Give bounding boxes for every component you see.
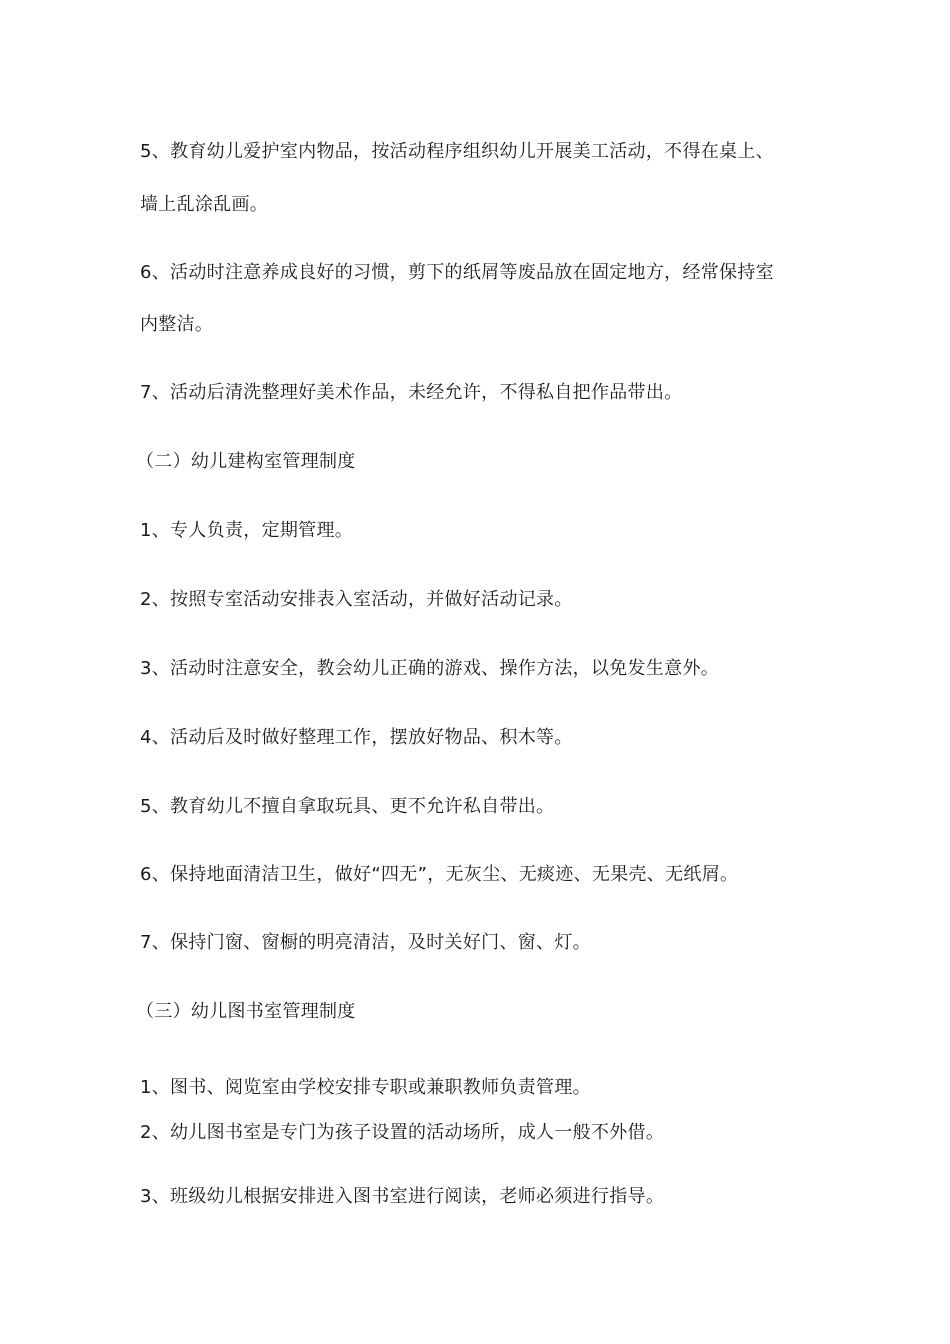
paragraph-construction-rule-5: 5、教育幼儿不擅自拿取玩具、更不允许私自带出。: [140, 796, 555, 817]
section-heading-construction-room: （二）幼儿建构室管理制度: [136, 451, 356, 472]
paragraph-library-rule-1: 1、图书、阅览室由学校安排专职或兼职教师负责管理。: [140, 1077, 591, 1098]
paragraph-art-rule-5-line-2: 墙上乱涂乱画。: [140, 194, 269, 215]
paragraph-library-rule-2: 2、幼儿图书室是专门为孩子设置的活动场所，成人一般不外借。: [140, 1122, 665, 1143]
paragraph-construction-rule-1: 1、专人负责，定期管理。: [140, 520, 354, 541]
paragraph-art-rule-7: 7、活动后清洗整理好美术作品，未经允许，不得私自把作品带出。: [140, 382, 683, 403]
section-heading-library-room: （三）幼儿图书室管理制度: [136, 1001, 356, 1022]
paragraph-construction-rule-6: 6、保持地面清洁卫生，做好“四无”，无灰尘、无痰迹、无果壳、无纸屑。: [140, 864, 739, 885]
paragraph-art-rule-6-line-1: 6、活动时注意养成良好的习惯，剪下的纸屑等废品放在固定地方，经常保持室: [140, 262, 774, 283]
paragraph-construction-rule-2: 2、按照专室活动安排表入室活动，并做好活动记录。: [140, 589, 573, 610]
paragraph-art-rule-6-line-2: 内整洁。: [140, 314, 214, 335]
paragraph-art-rule-5-line-1: 5、教育幼儿爱护室内物品，按活动程序组织幼儿开展美工活动，不得在桌上、: [140, 141, 774, 162]
paragraph-library-rule-3: 3、班级幼儿根据安排进入图书室进行阅读，老师必须进行指导。: [140, 1186, 665, 1207]
paragraph-construction-rule-7: 7、保持门窗、窗橱的明亮清洁，及时关好门、窗、灯。: [140, 932, 591, 953]
paragraph-construction-rule-4: 4、活动后及时做好整理工作，摆放好物品、积木等。: [140, 727, 573, 748]
paragraph-construction-rule-3: 3、活动时注意安全，教会幼儿正确的游戏、操作方法，以免发生意外。: [140, 658, 720, 679]
